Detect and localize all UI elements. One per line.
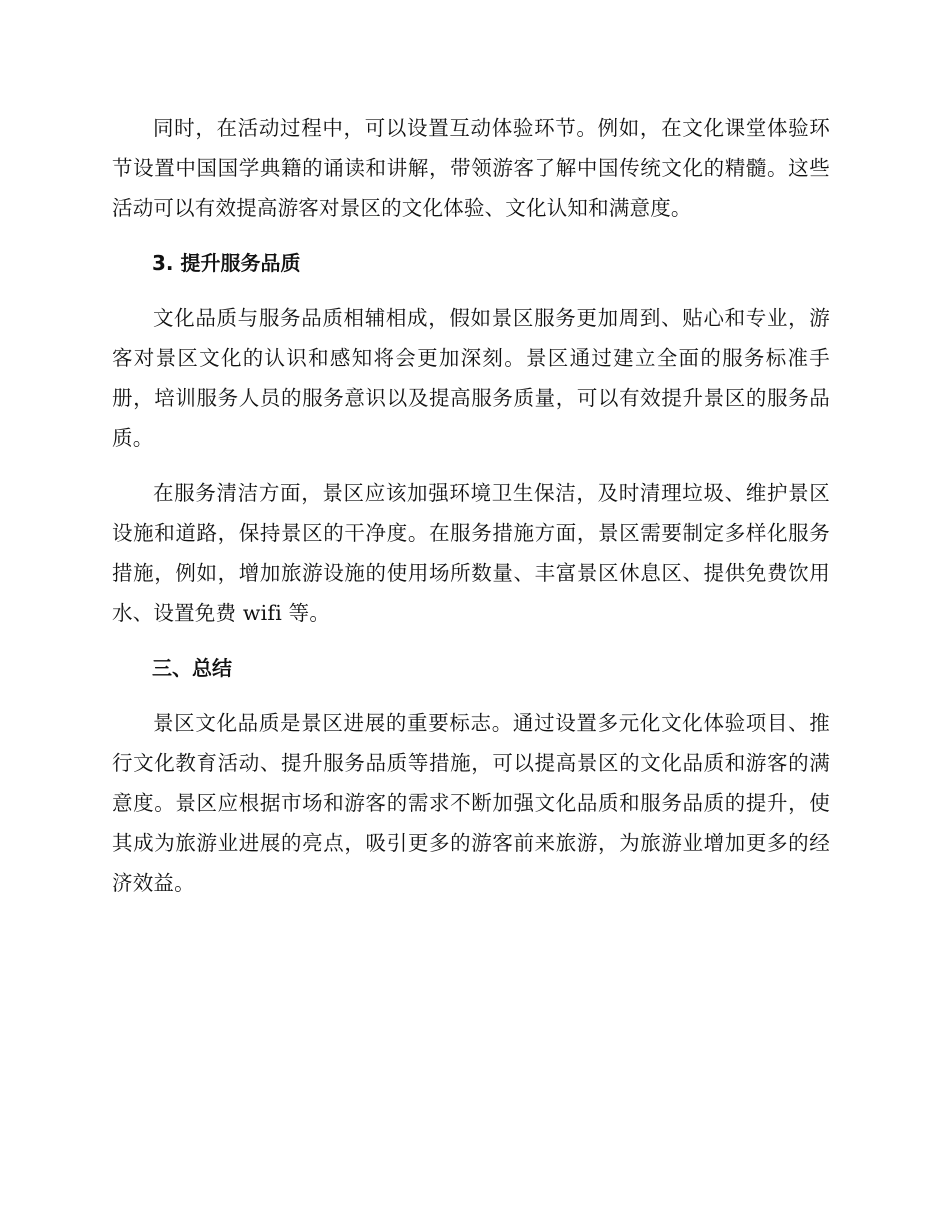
paragraph-interactive-experience: 同时，在活动过程中，可以设置互动体验环节。例如，在文化课堂体验环节设置中国国学典籍的诵读和讲解，带领游客了解中国传统文化的精髓。这些活动可以有效提高游客对景区的文化体验、文化认知和满意度。 [112,116,830,220]
paragraph-service-cleaning: 在服务清洁方面，景区应该加强环境卫生保洁，及时清理垃圾、维护景区设施和道路，保持景区的干净度。在服务措施方面，景区需要制定多样化服务措施，例如，增加旅游设施的使用场所数量、丰富景区休息区、提供免费饮用水、设置免费 wifi 等。 [112,481,830,625]
section-heading-summary: 三、总结 [152,656,232,680]
section-heading-service-quality: 3. 提升服务品质 [152,251,301,275]
paragraph-summary: 景区文化品质是景区进展的重要标志。通过设置多元化文化体验项目、推行文化教育活动、提升服务品质等措施，可以提高景区的文化品质和游客的满意度。景区应根据市场和游客的需求不断加强文化品质和服务品质的提升，使其成为旅游业进展的亮点，吸引更多的游客前来旅游，为旅游业增加更多的经济效益。 [112,711,830,895]
paragraph-service-quality: 文化品质与服务品质相辅相成，假如景区服务更加周到、贴心和专业，游客对景区文化的认识和感知将会更加深刻。景区通过建立全面的服务标准手册，培训服务人员的服务意识以及提高服务质量，可以有效提升景区的服务品质。 [112,306,830,450]
document-page [112,108,830,903]
